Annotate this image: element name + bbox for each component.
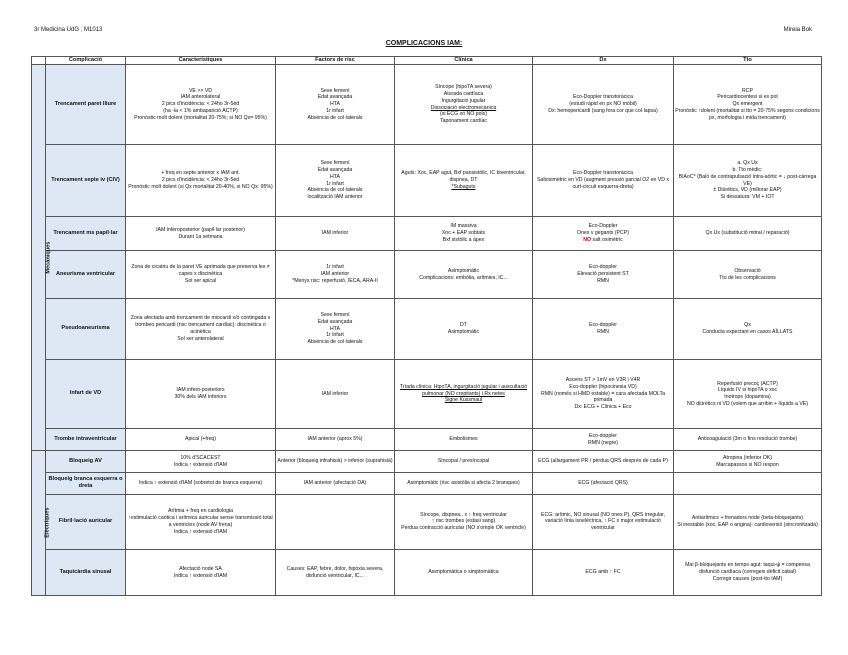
cell-line: Absència de col·laterals xyxy=(307,114,363,121)
diagnosis-cell xyxy=(533,65,674,145)
cell-line: Causes: EAP, febre, dolor, hipòxia severa, disfunció ventricular, IC... xyxy=(286,565,384,579)
cell-line: Edat avançada xyxy=(317,94,353,101)
cell-line: IAM anterior (aprox 5%) xyxy=(307,436,363,443)
cell-line: Marcapassos si NO respon xyxy=(716,461,779,468)
cell-line: ECG amb ↑ FC xyxy=(585,569,621,576)
cell-line: Anticoagulació (3m o fins resolució trombe) xyxy=(697,436,798,443)
cell-line: RMN (negre) xyxy=(588,439,618,446)
cell-line: Pericardiocentesi si es pot xyxy=(717,94,778,101)
cell-line: Tto de les complicacions xyxy=(719,274,776,281)
complication-name-cell: Infart de VD xyxy=(46,359,126,429)
characteristics-cell xyxy=(126,451,276,473)
complication-name-cell: Bloqueig AV xyxy=(46,451,126,473)
cell-line: NO salt oximètric xyxy=(583,236,623,243)
clinical-cell xyxy=(395,299,533,359)
cell-line: Eco-doppler xyxy=(589,264,617,271)
risk-factors-cell xyxy=(276,494,395,549)
cell-line: Si dessatura: VM + IOT xyxy=(720,194,775,201)
characteristics-cell xyxy=(126,472,276,494)
characteristics-cell xyxy=(126,144,276,216)
column-header: Complicació xyxy=(46,57,126,65)
cell-line: Indica ↑ extensió d'IAM xyxy=(173,572,228,579)
table-row xyxy=(32,451,822,473)
table-row xyxy=(32,144,822,216)
table-row xyxy=(32,217,822,251)
clinical-cell xyxy=(395,451,533,473)
table-row xyxy=(32,251,822,299)
cell-line: Observació xyxy=(734,267,761,274)
diagnosis-cell xyxy=(533,217,674,251)
cell-line: + freq en septe anterior x IAM ant. xyxy=(161,170,240,177)
cell-line: HTA xyxy=(330,325,340,332)
cell-line: IAM anterior xyxy=(320,271,350,278)
cell-line: Eco-Doppler transtoràcica xyxy=(573,94,633,101)
cell-line: ECG: arítmic, NO sinusal (NO ones P), QRS irregular, variació línia isoelèctrica, ↑ FC x major estimulació ventricular xyxy=(541,511,665,532)
cell-line: Eco-Doppler xyxy=(588,223,618,230)
cell-line: Síncope (hipoTA severa) xyxy=(435,84,492,91)
cell-line: Eco-doppler (hipocinesia VD) xyxy=(569,383,637,390)
cell-line: Asimptomàtic (risc asistòlia si afecta 2 branques) xyxy=(407,479,520,486)
treatment-cell xyxy=(674,429,822,451)
cell-line: localització IAM anterior xyxy=(307,194,363,201)
cell-line: b. Tto mèdic: xyxy=(732,167,763,174)
cell-line: Asimptomàtic xyxy=(447,328,480,335)
cell-line: Dissociació electromecànica xyxy=(430,104,497,111)
characteristics-cell xyxy=(126,359,276,429)
cell-line: Edat avançada xyxy=(317,318,353,325)
cell-line: Síncopal / presíncopal xyxy=(437,458,490,465)
characteristics-cell xyxy=(126,217,276,251)
cell-line: HTA xyxy=(330,101,340,108)
table-row xyxy=(32,429,822,451)
cell-line: Dx: hemopericardi (sang fora cor que col·lapsa) xyxy=(548,107,658,114)
diagnosis-cell xyxy=(533,251,674,299)
treatment-cell xyxy=(674,494,822,549)
column-header: Dx xyxy=(533,57,674,65)
cell-line: 1r infart xyxy=(326,180,344,187)
treatment-cell xyxy=(674,217,822,251)
complication-name-cell: Fibril·lació auricular xyxy=(46,494,126,549)
cell-line: Sol ser anterolateral xyxy=(177,335,224,342)
characteristics-cell xyxy=(126,65,276,145)
cell-line: (si ECG xó NO pols) xyxy=(440,111,487,118)
course-label: 3r Medicina UdG ; M1013 xyxy=(34,27,103,33)
cell-line: Signe Kussmaul xyxy=(444,397,483,404)
diagnosis-cell xyxy=(533,359,674,429)
cell-line: 1r infart xyxy=(326,107,344,114)
clinical-cell xyxy=(395,65,533,145)
treatment-cell xyxy=(674,550,822,596)
treatment-cell xyxy=(674,65,822,145)
cell-line: VE >> VD xyxy=(188,87,213,94)
cell-line: a. Qx Ux xyxy=(737,160,758,167)
cell-line: Xoc + EAP sobtats xyxy=(441,230,486,237)
characteristics-cell xyxy=(126,494,276,549)
author-name: Mireia Bok xyxy=(783,27,812,33)
cell-line: Qx Ux (substitució mitral / reparació) xyxy=(705,230,790,237)
cell-line: 1r infart xyxy=(326,332,344,339)
complication-name-cell: Bloqueig branca esquerra o dreta xyxy=(46,472,126,494)
cell-line: Asimptomàtic xyxy=(447,267,480,274)
treatment-cell xyxy=(674,451,822,473)
cell-line: Indica ↑ extensió d'IAM (sobretot de branca esquerra) xyxy=(138,479,263,486)
complication-name-cell: Trencament paret lliure xyxy=(46,65,126,145)
cell-line: Dx: ECG + Clínica + Eco xyxy=(574,404,632,411)
cell-line: Afectació node SA xyxy=(179,565,222,572)
cell-line: Eco-Doppler transtoràcica xyxy=(573,170,633,177)
cell-line: Embolismes xyxy=(449,436,478,443)
cell-line: Saltoximètric en VD (augment pressió parcial O2 en VD x curt-circuit esquerra-dreta) xyxy=(536,177,670,190)
table-row xyxy=(32,472,822,494)
cell-line: DT xyxy=(460,322,467,329)
diagnosis-cell xyxy=(533,494,674,549)
header-row xyxy=(32,57,822,65)
cell-line: Sexe femení xyxy=(320,87,350,94)
clinical-cell xyxy=(395,550,533,596)
cell-line: HTA xyxy=(330,173,340,180)
characteristics-cell xyxy=(126,251,276,299)
cell-line: (ha -la < 1% ambapariciò ACTP) xyxy=(163,107,238,114)
cell-line: ↑estimulació caòtica i arítmica auricular sense transmissió total a ventricles (node AV frena) xyxy=(128,515,273,528)
group-label-mechanical xyxy=(32,65,52,451)
cell-line: (estudi ràpid en px NO mòbil) xyxy=(569,101,637,108)
cell-line: *Menys risc: reperfusió, IECA, ARA-II xyxy=(292,277,378,284)
clinical-cell xyxy=(395,144,533,216)
cell-line: Ascens ST > 1mV en V3R i V4R xyxy=(565,377,641,384)
column-header: Clínica xyxy=(395,57,533,65)
cell-line: IAM inferior xyxy=(321,390,349,397)
cell-line: Sol ser apical xyxy=(184,277,217,284)
cell-line: IAM anterolateral xyxy=(180,94,221,101)
cell-line: ECG (afectació QRS) xyxy=(578,479,628,486)
complication-name-cell: Trencament septe iv (CIV) xyxy=(46,144,126,216)
complication-name-cell: Taquicàrdia sinusal xyxy=(46,550,126,596)
complication-name-cell: Pseudoaneurisma xyxy=(46,299,126,359)
cell-line: Ones v gegants (PCP) xyxy=(577,230,629,237)
cell-line: RMN xyxy=(597,277,609,284)
cell-line: BIAoC* (Baló de contrapulsació intra-aòrtic = ↓ post-càrrega VE) xyxy=(678,173,817,187)
cell-line: Zona de cicatriu de la paret VE aprimada que preserva les ≠ capes x discinètica xyxy=(131,264,270,278)
risk-factors-cell xyxy=(276,217,395,251)
cell-line: Durant 1a setmana xyxy=(178,233,223,240)
diagnosis-cell xyxy=(533,144,674,216)
risk-factors-cell xyxy=(276,65,395,145)
clinical-cell xyxy=(395,359,533,429)
risk-factors-cell xyxy=(276,550,395,596)
cell-line: Ingurgitació jugular xyxy=(441,97,486,104)
cell-line: ↑ risc trombes (estasi sang) xyxy=(431,518,496,525)
clinical-cell xyxy=(395,251,533,299)
characteristics-cell xyxy=(126,299,276,359)
cell-line: Pronòstic molt dolent (mortalitat 20-75%; si NO Qx= 95%) xyxy=(134,114,267,121)
risk-factors-cell xyxy=(276,429,395,451)
complications-table xyxy=(31,56,822,596)
cell-line: Absència de col·laterals xyxy=(307,339,363,345)
cell-line: Complicacions: embòlia, arítmies, IC... xyxy=(419,274,508,281)
cell-line: Líquids IV si hipoTA o xoc xyxy=(717,387,778,394)
column-header: Tto xyxy=(674,57,822,65)
characteristics-cell xyxy=(126,550,276,596)
cell-line: Indica ↑ extensió d'IAM xyxy=(173,528,228,535)
cell-line: Absència de col·laterals xyxy=(307,187,363,194)
cell-line: Sexe femení xyxy=(320,312,350,318)
risk-factors-cell xyxy=(276,451,395,473)
cell-line: IAM inferoposterior (papil·lar posterior) xyxy=(156,226,245,233)
diagnosis-cell xyxy=(533,451,674,473)
diagnosis-cell xyxy=(533,550,674,596)
risk-factors-cell xyxy=(276,472,395,494)
cell-line: 1r infart xyxy=(326,264,344,271)
cell-line: Asimptomàtica o simptomàtica xyxy=(428,569,499,576)
cell-line: Qx xyxy=(744,322,751,329)
cell-line: Inotrops (dopamina) xyxy=(724,394,771,400)
complication-name-cell: Trencament ms papil·lar xyxy=(46,217,126,251)
cell-line: Zona afectada amb trencament de miocardi x/ó contingada x trombeo pericardi (risc trencament cardíac): discinètica o acinètica xyxy=(130,315,271,335)
column-header: Factors de risc xyxy=(276,57,395,65)
cell-line: *Subaguts xyxy=(451,183,476,190)
treatment-cell xyxy=(674,359,822,429)
cell-line: Eco-doppler xyxy=(589,433,617,440)
risk-factors-cell xyxy=(276,144,395,216)
characteristics-cell xyxy=(126,429,276,451)
cell-line: Bxf sistòlic a àpex xyxy=(442,236,485,243)
highlight-text: NO xyxy=(583,236,592,243)
page-title: COMPLICACIONS IAM: xyxy=(385,40,463,47)
treatment-cell xyxy=(674,299,822,359)
header-group-cell xyxy=(32,57,46,65)
cell-line: IAM anterior (afectació DA) xyxy=(303,479,367,486)
cell-line: Taponament cardíac xyxy=(439,118,487,125)
cell-line: 30% dels IAM inferiors xyxy=(174,394,227,400)
treatment-cell xyxy=(674,144,822,216)
cell-line: Conducta expectant en casos AÏLLATS xyxy=(702,328,793,335)
complication-name-cell: Aneurisma ventricular xyxy=(46,251,126,299)
cell-line: RMN xyxy=(597,328,609,335)
column-header: Característiques xyxy=(126,57,276,65)
clinical-cell xyxy=(395,429,533,451)
cell-line: IAM infero-posteriors xyxy=(176,387,225,394)
clinical-cell xyxy=(395,472,533,494)
cell-line: IAM inferior xyxy=(321,230,349,237)
cell-line: Qx emergent xyxy=(732,101,763,108)
cell-line: Edat avançada xyxy=(317,167,353,174)
cell-line: Eco-doppler xyxy=(589,322,617,329)
cell-line: RCP xyxy=(742,87,753,94)
table-row xyxy=(32,359,822,429)
cell-line: Sexe femení xyxy=(320,160,350,167)
cell-line: Indica ↑ extensió d'IAM xyxy=(173,461,228,468)
table-row xyxy=(32,494,822,549)
table-row xyxy=(32,299,822,359)
risk-factors-cell xyxy=(276,299,395,359)
cell-line: Pronòstic molt dolent (si Qx mortalitat 20-40%, si NO Qx: 95%) xyxy=(128,183,273,190)
cell-line: Corregir causes (post-tto IAM) xyxy=(712,575,783,582)
risk-factors-cell xyxy=(276,359,395,429)
cell-line: Tríada clínica: HipoTA, ingurgitació jugular i auscultació pulmonar (NO crepitants) i Rx netes xyxy=(399,383,528,397)
diagnosis-cell xyxy=(533,429,674,451)
cell-line: ± Diürètics, VD (millorar EAP) xyxy=(713,187,782,194)
cell-line: Aturada cardíaca xyxy=(443,91,484,98)
cell-line: Antiarítmics + frenadors node (beta-bloquejants) xyxy=(691,515,804,522)
cell-line: 2 pics d'incidència: < 24ho 3r-5èd xyxy=(161,101,240,108)
group-label-electrical xyxy=(32,451,51,596)
cell-line: Anterior (bloqueig infrahisià) > inferior (suprahisià) xyxy=(277,458,393,465)
cell-line: Arítmia + freq en cardiologia xyxy=(167,508,234,515)
cell-line: Pronòstic ↑dolent (mortalitat si tto = 20-75% segons condicions px, morfologia i mida trencament) xyxy=(675,107,820,121)
complication-name-cell: Trombe intraventricular xyxy=(46,429,126,451)
clinical-cell xyxy=(395,217,533,251)
diagnosis-cell xyxy=(533,299,674,359)
cell-line: ECG (allargament PR / pèrdua QRS després de cada P) xyxy=(538,458,668,465)
risk-factors-cell xyxy=(276,251,395,299)
cell-line: Apical (+freq) xyxy=(185,436,216,443)
cell-line: Si inestable (xoc, EAP o angina): cardioversió (sincronitzada) xyxy=(677,521,818,528)
treatment-cell xyxy=(674,472,822,494)
diagnosis-cell xyxy=(533,472,674,494)
cell-line: 10% d'SCACEST xyxy=(180,454,221,461)
table-row xyxy=(32,65,822,145)
cell-line: Reperfusió precoç (ACTP) xyxy=(717,380,778,387)
clinical-cell xyxy=(395,494,533,549)
cell-line: NO diürètics ni VD (volem que arribin + líquids a VE) xyxy=(687,400,808,407)
group-label-text: Mecàniques xyxy=(45,241,52,274)
treatment-cell xyxy=(674,251,822,299)
cell-line: Atropina (inferior OK) xyxy=(722,454,772,461)
cell-line: Mai β-bloquejants en temps agut: taqui-ψ = compensa disfunció cardíaca (corregeix dèficit cabal) xyxy=(685,562,810,576)
cell-line: RMN (només si HMD estable) = cara afectada MOLTa primada xyxy=(540,390,665,404)
group-label-text: Elèctriques xyxy=(44,508,51,539)
cell-line: Perdua contracció auricular (NO s'omple OK ventricle) xyxy=(401,525,526,532)
cell-line: Aguts: Xoc, EAP agut, Bxf pansistòlic, IC biventricular, dispnea, DT xyxy=(401,170,526,184)
cell-line: Síncope, dispnea.. x ↑ freq ventricular xyxy=(420,511,507,518)
cell-line: IM massiva xyxy=(450,223,477,230)
cell-line: Elevació persistent ST xyxy=(577,271,629,278)
cell-line: 2 pics d'incidència: < 24ho 3r-5èd xyxy=(161,177,240,184)
table-row xyxy=(32,550,822,596)
